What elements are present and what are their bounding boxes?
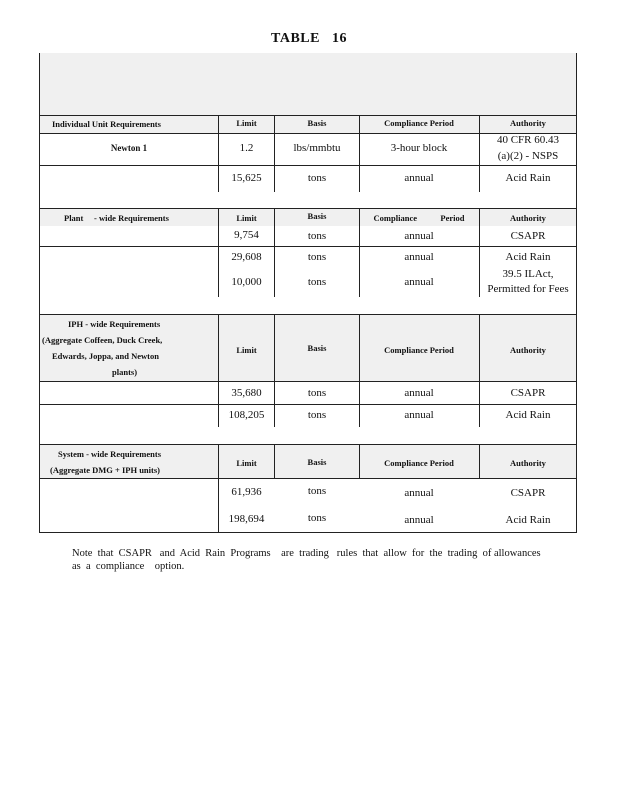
table-cell-period: annual: [404, 409, 434, 421]
system-limit-header: Limit: [236, 458, 257, 468]
table-cell-authority: CSAPR: [510, 230, 546, 242]
table-title: TABLE 16: [271, 31, 347, 46]
individual-basis-header: Basis: [307, 118, 327, 128]
table-cell-authority: (a)(2) - NSPS: [497, 150, 559, 162]
table-cell-authority: 40 CFR 60.43: [496, 134, 560, 146]
table-cell-basis: tons: [307, 409, 327, 421]
system-authority-header: Authority: [510, 458, 546, 468]
table-cell-authority: Acid Rain: [505, 172, 551, 184]
table-cell-period: annual: [404, 276, 434, 288]
iph-period-header: Compliance Period: [384, 345, 454, 355]
plant-authority-header: Authority: [510, 213, 546, 223]
individual-authority-header: Authority: [510, 118, 546, 128]
table-cell-basis: tons: [307, 512, 327, 524]
table-cell-limit: 35,680: [231, 387, 262, 399]
plant-period-header: Compliance Period: [373, 213, 465, 223]
table-cell-period: annual: [404, 230, 434, 242]
table-cell-period: annual: [404, 487, 434, 499]
system-section-label: System - wide Requirements (Aggregate DMG + IPH units): [50, 449, 162, 475]
iph-authority-header: Authority: [510, 345, 546, 355]
table-cell-limit: 15,625: [231, 172, 262, 184]
top-blank-band: [40, 53, 576, 116]
individual-period-header: Compliance Period: [384, 118, 454, 128]
table-row-unit: Newton 1: [110, 143, 148, 153]
table-cell-basis: tons: [307, 485, 327, 497]
table-cell-period: annual: [404, 251, 434, 263]
table-cell-authority: CSAPR: [510, 387, 546, 399]
plant-section-label: Plant - wide Requirements: [64, 213, 169, 223]
table-cell-limit: 9,754: [234, 229, 259, 241]
table-cell-authority: Acid Rain: [505, 251, 551, 263]
plant-limit-header: Limit: [236, 213, 257, 223]
table-cell-basis: tons: [307, 230, 327, 242]
individual-limit-header: Limit: [236, 118, 257, 128]
table-cell-basis: tons: [307, 276, 327, 288]
system-basis-header: Basis: [307, 457, 327, 467]
table-cell-limit: 29,608: [231, 251, 262, 263]
table-cell-basis: tons: [307, 251, 327, 263]
iph-limit-header: Limit: [236, 345, 257, 355]
table-cell-limit: 1.2: [239, 142, 254, 154]
table-cell-authority: Acid Rain: [505, 409, 551, 421]
table-cell-limit: 10,000: [231, 276, 262, 288]
table-cell-authority: Permitted for Fees: [487, 283, 569, 295]
table-cell-basis: lbs/mmbtu: [293, 142, 341, 154]
table-cell-limit: 198,694: [228, 513, 265, 525]
table-cell-basis: tons: [307, 172, 327, 184]
iph-basis-header: Basis: [307, 343, 327, 353]
table-cell-period: annual: [404, 387, 434, 399]
table-cell-limit: 108,205: [228, 409, 265, 421]
individual-section-label: Individual Unit Requirements: [52, 119, 161, 129]
table-cell-authority: CSAPR: [510, 487, 546, 499]
table-cell-authority: Acid Rain: [505, 514, 551, 526]
plant-basis-header: Basis: [307, 211, 327, 221]
table-cell-authority: 39.5 ILAct,: [502, 268, 554, 280]
table-footnote: Note that CSAPR and Acid Rain Programs are trading rules that allow for the trading of allowances as a compliance option.: [72, 548, 552, 572]
table-cell-period: annual: [404, 514, 434, 526]
table-cell-period: annual: [404, 172, 434, 184]
table-cell-period: 3-hour block: [390, 142, 448, 154]
system-period-header: Compliance Period: [384, 458, 454, 468]
iph-section-label: IPH - wide Requirements (Aggregate Coffeen, Duck Creek, Edwards, Joppa, and Newton plants): [42, 319, 163, 377]
table-cell-basis: tons: [307, 387, 327, 399]
table-cell-limit: 61,936: [231, 486, 262, 498]
